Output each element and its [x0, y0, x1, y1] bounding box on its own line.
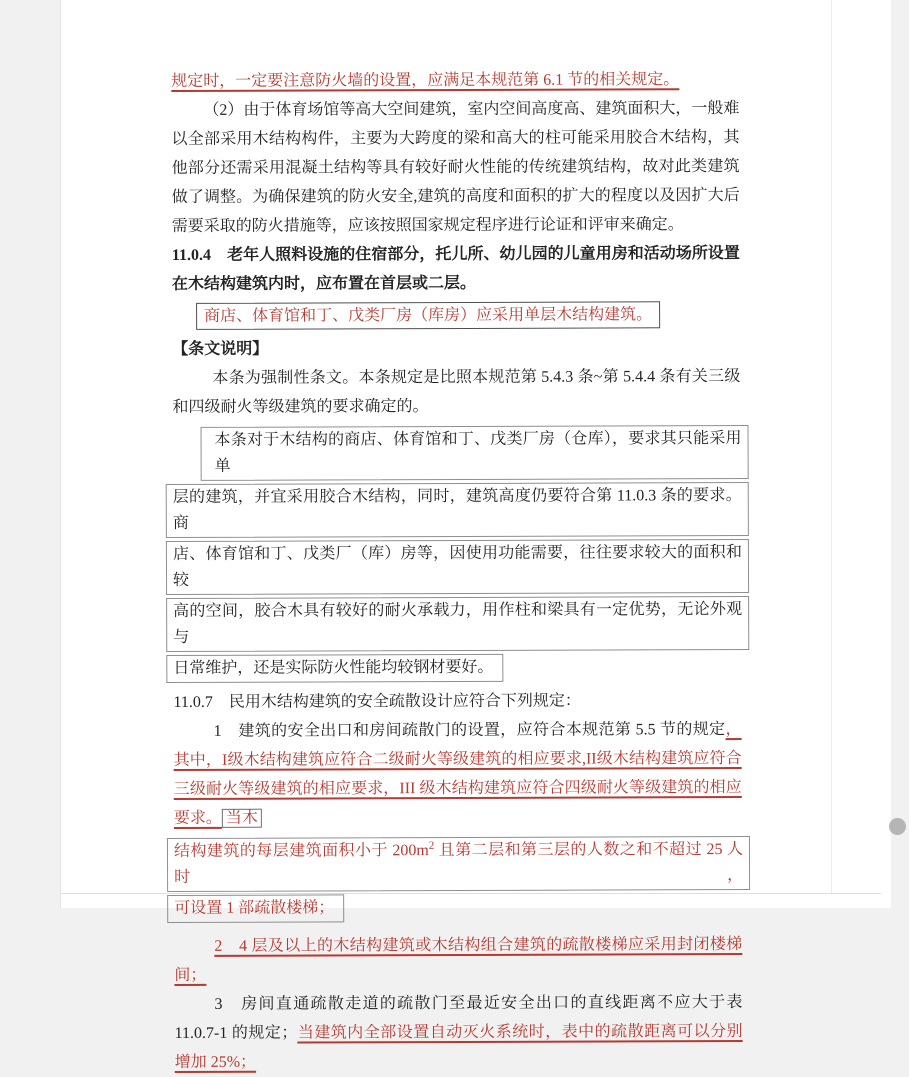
item-1-boxed-phrase: 当木 [222, 809, 262, 828]
item-2: 2 4 层及以上的木结构建筑或木结构组合建筑的疏散楼梯应采用封闭楼梯间； [174, 936, 743, 984]
page-fold-line [831, 0, 832, 893]
superscript-2: 2 [428, 839, 435, 852]
boxed-paragraph-line: 高的空间，胶合木具有较好的耐火承载力，用作柱和梁具有一定优势，无论外观与 [166, 596, 749, 652]
item-3-red-text: 当建筑内全部设置自动灭火系统时，表中的疏散距离可以分别增加 25%； [174, 1023, 743, 1071]
red-box-clause: 商店、体育馆和丁、戊类厂房（库房）应采用单层木结构建筑。 [196, 301, 660, 330]
red-boxed-paragraph [174, 836, 742, 923]
red-boxed-line-1 [167, 836, 750, 892]
item-3-black-text: 3 房间直通疏散走道的疏散门至最近安全出口的直线距离不应大于表 11.0.7-1 的规定； [174, 994, 743, 1042]
boxed-paragraph-line: 店、体育馆和丁、戊类厂（库）房等，因使用功能需要，往往要求较大的面积和较 [166, 539, 749, 595]
intro-red-line: 规定时，一定要注意防火墙的设置，应满足本规范第 6.1 节的相关规定。 [171, 71, 680, 90]
explain-header: 【条文说明】 [172, 340, 269, 358]
scroll-indicator-dot[interactable] [889, 818, 906, 835]
document-page [60, 0, 892, 1071]
explain-para: 本条为强制性条文。本条规定是比照本规范第 5.4.3 条~第 5.4.4 条有关三级和四级耐火等级建筑的要求确定的。 [172, 368, 741, 416]
red-boxed-line-1-text: 结构建筑的每层建筑面积小于 200m [173, 842, 429, 860]
red-boxed-line-1-text-cont: 且第二层和第三层的人数之和不超过 25 人时， [174, 841, 744, 886]
clause-11-0-7: 11.0.7 民用木结构建筑的安全疏散设计应符合下列规定： [173, 692, 581, 711]
red-boxed-line-2: 可设置 1 部疏散楼梯； [167, 894, 344, 923]
item-1-black-text: 1 建筑的安全出口和房间疏散门的设置，应符合本规范第 5.5 节的规定 [213, 721, 726, 740]
item-1-red-text: ，其中，I级木结构建筑应符合二级耐火等级建筑的相应要求,II级木结构建筑应符合三级耐火等级建筑的相应要求，III 级木结构建筑应符合四级耐火等级建筑的相应要求。 [173, 721, 742, 827]
red-box-clause-wrap [172, 300, 740, 331]
item-3 [174, 988, 742, 1077]
clause-11-0-4: 11.0.4 老年人照料设施的住宿部分，托儿所、幼儿园的儿童用房和活动场所设置在木结构建筑内时，应布置在首层或二层。 [171, 245, 740, 293]
scroll-track [891, 0, 909, 908]
boxed-paragraph-line: 本条对于木结构的商店、体育馆和丁、戊类厂房（仓库），要求其只能采用单 [200, 425, 748, 481]
boxed-paragraph-line: 层的建筑，并宜采用胶合木结构，同时，建筑高度仍要符合第 11.0.3 条的要求。商 [166, 482, 749, 538]
page-content [171, 65, 743, 1077]
item-1 [174, 715, 742, 833]
explanation-para-2: （2）由于体育场馆等高大空间建筑，室内空间高度高、建筑面积大，一般难以全部采用木结构构件，主要为大跨度的梁和高大的柱可能采用胶合木结构，其他部分还需采用混凝土结构等具有较好耐火性能的传统建筑结构，故对此类建筑做了调整。为确保建筑的防火安全,建筑的高度和面积的扩大的程度以及因扩大后需要采取的防火措施等，应该按照国家规定程序进行论证和评审来确定。 [171, 100, 740, 235]
boxed-paragraph [172, 425, 741, 683]
boxed-paragraph-line: 日常维护，还是实际防火性能均较钢材要好。 [166, 654, 503, 683]
